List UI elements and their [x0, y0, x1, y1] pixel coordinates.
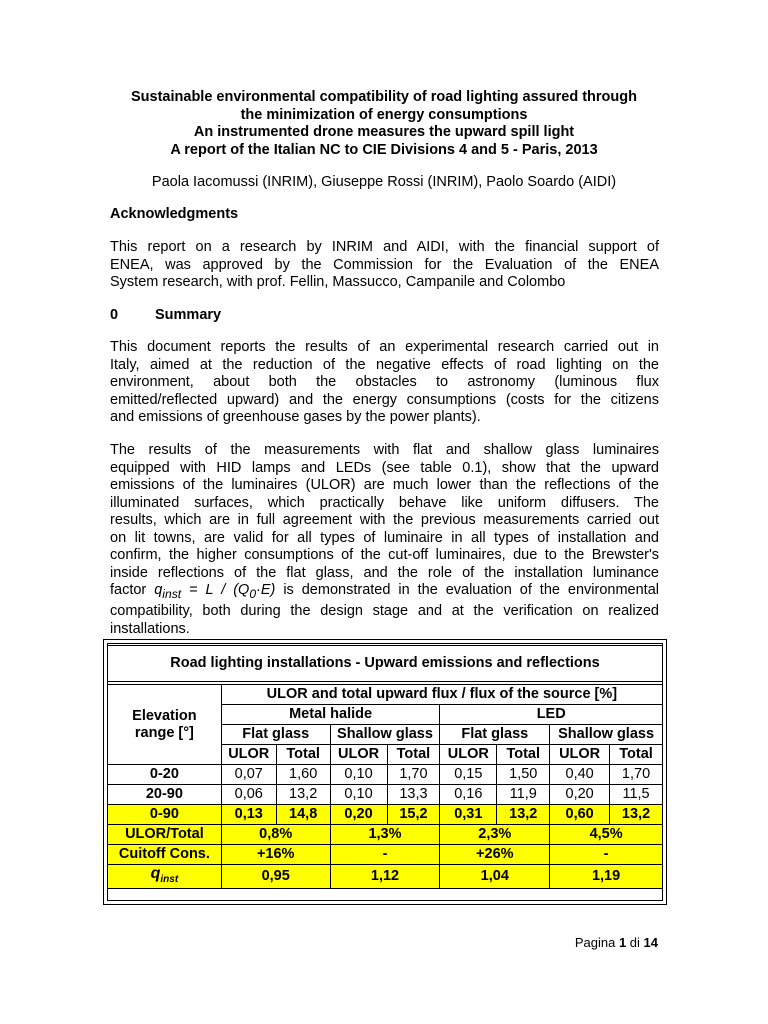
row-label: 0-20: [108, 765, 222, 785]
table-cell: +26%: [440, 845, 550, 865]
table-cell: 0,40: [550, 765, 610, 785]
table-cell: 1,70: [387, 765, 440, 785]
text-line: compatibility, both during the design stage and at the verification on realized: [110, 603, 659, 620]
document-title: [0, 89, 768, 159]
column-header: Total: [276, 745, 330, 765]
text-line: emitted/reflected upward) and the energy consumptions (costs for the citizens: [110, 391, 659, 408]
title-line: An instrumented drone measures the upward spill light: [193, 124, 575, 140]
row-label: Cuitoff Cons.: [108, 845, 222, 865]
group-header: ULOR and total upward flux / flux of the source [%]: [221, 685, 662, 705]
text-line: The results of the measurements with flat and shallow glass luminaires: [110, 442, 659, 458]
table-cell: 13,2: [276, 785, 330, 805]
column-header: ULOR: [330, 745, 387, 765]
table-cell: 13,3: [387, 785, 440, 805]
table-cell: 0,10: [330, 765, 387, 785]
table-cell: 0,13: [221, 805, 276, 825]
text-line: confirm, the higher consumptions of the cut-off luminaires, due to the Brewster's: [110, 547, 659, 563]
text-line: on lit towns, are valid for all types of luminaire in all types of installation and: [110, 529, 659, 546]
column-header: Total: [497, 745, 550, 765]
row-label: 20-90: [108, 785, 222, 805]
table-cell: 14,8: [276, 805, 330, 825]
table-cell: 15,2: [387, 805, 440, 825]
table-title: Road lighting installations - Upward emissions and reflections: [107, 645, 663, 682]
text-line: emissions of the luminaires (ULOR) are much lower than the reflections of the: [110, 477, 659, 493]
table-cell: 11,9: [497, 785, 550, 805]
summary-paragraph-2: [110, 442, 659, 638]
glass-type-header: Flat glass: [221, 725, 330, 745]
table-cell: 2,3%: [440, 825, 550, 845]
text-line: results, which are in full agreement with the previous measurements carried out: [110, 512, 659, 528]
formula-line: factor $q_{inst} = L / (Q_0\cdot E)$ is demonstrated in the evaluation of the environmental: [110, 582, 659, 601]
title-line: Sustainable environmental compatibility of road lighting assured through: [131, 89, 637, 105]
table-cell: 11,5: [610, 785, 663, 805]
column-header: Total: [387, 745, 440, 765]
page-number: Pagina 1 di 14: [574, 935, 658, 950]
table-cell: 1,3%: [330, 825, 440, 845]
table-cell: 1,04: [440, 865, 550, 889]
table-cell: 1,19: [550, 865, 663, 889]
table-cell: 0,8%: [221, 825, 330, 845]
text-line: equipped with HID lamps and LEDs (see table 0.1), show that the upward: [110, 459, 659, 476]
table-cell: 1,12: [330, 865, 440, 889]
glass-type-header: Flat glass: [440, 725, 550, 745]
text-line: This report on a research by INRIM and AIDI, with the financial support of: [110, 239, 659, 255]
text-line: environment, about both the obstacles to astronomy (luminous flux: [110, 374, 659, 390]
glass-type-header: Shallow glass: [330, 725, 440, 745]
table-row: [108, 765, 663, 785]
row-label: 0-90: [108, 805, 222, 825]
table-cell: 13,2: [497, 805, 550, 825]
authors: Paola Iacomussi (INRIM), Giuseppe Rossi (INRIM), Paolo Soardo (AIDI): [151, 174, 617, 190]
table-row-highlighted: [108, 805, 663, 825]
table-cell: 0,10: [330, 785, 387, 805]
table-row-highlighted: [108, 825, 663, 845]
acknowledgments-paragraph: [110, 239, 659, 292]
table-row: [108, 785, 663, 805]
table-cell: 1,70: [610, 765, 663, 785]
row-label: $q_{inst}$: [108, 865, 222, 889]
table-cell: 0,20: [550, 785, 610, 805]
column-header: Total: [610, 745, 663, 765]
text-line: and emissions of greenhouse gases by the power plants).: [110, 409, 481, 425]
column-header: ULOR: [221, 745, 276, 765]
lamp-type-header: LED: [440, 705, 663, 725]
column-header: ULOR: [550, 745, 610, 765]
table-cell: 4,5%: [550, 825, 663, 845]
column-header: ULOR: [440, 745, 497, 765]
table-cell: 0,15: [440, 765, 497, 785]
text-line: This document reports the results of an experimental research carried out in: [110, 339, 659, 355]
table-cell: -: [550, 845, 663, 865]
table-cell: 0,16: [440, 785, 497, 805]
text-line: inside reflections of the flat glass, and the role of the installation luminance: [110, 564, 659, 581]
table-cell: 1,50: [497, 765, 550, 785]
table-cell: 0,20: [330, 805, 387, 825]
table-row-highlighted: [108, 865, 663, 889]
text-line: ENEA, was approved by the Commission for the Evaluation of the ENEA: [110, 256, 659, 273]
glass-type-header: Shallow glass: [550, 725, 663, 745]
table-cell: 0,31: [440, 805, 497, 825]
title-line: the minimization of energy consumptions: [240, 106, 528, 123]
table-cell: 13,2: [610, 805, 663, 825]
row-label: ULOR/Total: [108, 825, 222, 845]
table-cell: +16%: [221, 845, 330, 865]
table-cell: -: [330, 845, 440, 865]
table-cell: 1,60: [276, 765, 330, 785]
summary-heading: Summary: [155, 307, 222, 323]
table-row-highlighted: [108, 845, 663, 865]
results-table: [107, 684, 663, 889]
table-cell: 0,60: [550, 805, 610, 825]
summary-number: 0: [110, 307, 119, 323]
table-cell: 0,07: [221, 765, 276, 785]
lamp-type-header: Metal halide: [221, 705, 440, 725]
text-line: illuminated surfaces, which practically behave like uniform diffusers. The: [110, 494, 659, 511]
title-line: A report of the Italian NC to CIE Divisions 4 and 5 - Paris, 2013: [170, 141, 598, 158]
text-line: System research, with prof. Fellin, Massucco, Campanile and Colombo: [110, 274, 566, 290]
acknowledgments-heading: Acknowledgments: [110, 206, 239, 222]
table-cell: 0,95: [221, 865, 330, 889]
summary-paragraph-1: [110, 339, 659, 427]
text-line: installations.: [110, 620, 190, 637]
text-line: Italy, aimed at the reduction of the negative effects of road lighting on the: [110, 356, 659, 373]
elevation-header: Elevation range [°]: [108, 685, 222, 765]
table-cell: 0,06: [221, 785, 276, 805]
